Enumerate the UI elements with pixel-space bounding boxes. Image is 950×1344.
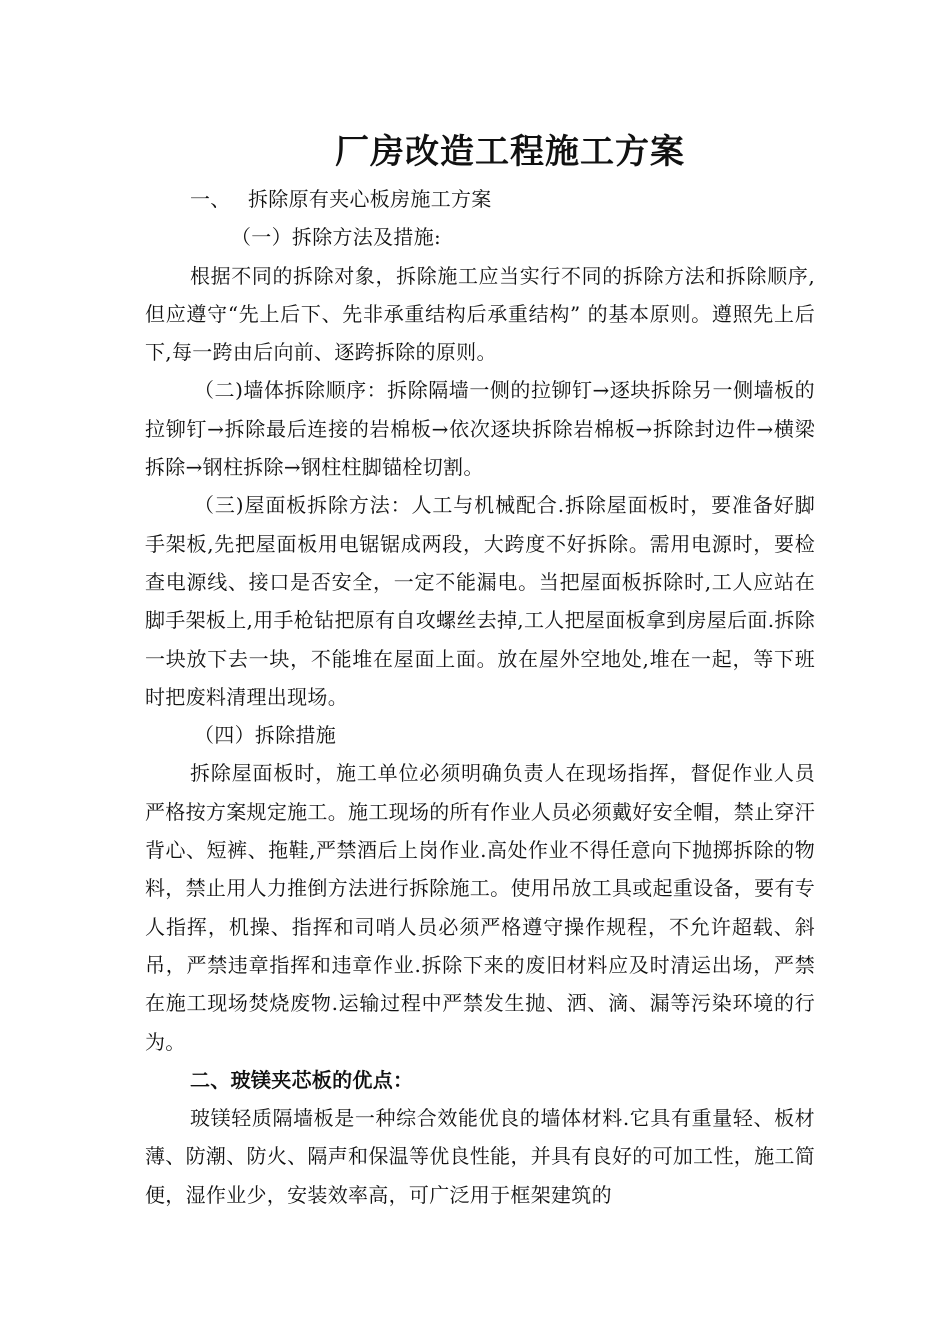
- section-1-number: 一、: [190, 187, 231, 211]
- document-body: [145, 180, 815, 1214]
- subsection-4-heading: （四）拆除措施: [194, 723, 337, 748]
- section-1-heading: [145, 180, 815, 218]
- subsection-1-heading: （一）拆除方法及措施:: [231, 225, 442, 250]
- subsection-4-paragraph: 拆除屋面板时，施工单位必须明确负责人在现场指挥，督促作业人员严格按方案规定施工。施工现场的所有作业人员必须戴好安全帽，禁止穿汗背心、短裤、拖鞋,严禁酒后上岗作业.高处作业不得任意向下抛掷拆除的物料，禁止用人力推倒方法进行拆除施工。使用吊放工具或起重设备，要有专人指挥，机操、指挥和司哨人员必须严格遵守操作规程，不允许超载、斜吊，严禁违章指挥和违章作业.拆除下来的废旧材料应及时清运出场，严禁在施工现场焚烧废物.运输过程中严禁发生抛、洒、滴、漏等污染环境的行为。: [145, 761, 815, 1054]
- section-2-paragraph: 玻镁轻质隔墙板是一种综合效能优良的墙体材料.它具有重量轻、板材薄、防潮、防火、隔声和保温等优良性能，并具有良好的可加工性，施工简便，湿作业少，安装效率高，可广泛用于框架建筑的: [145, 1106, 815, 1207]
- section-1-heading-text: 拆除原有夹心板房施工方案: [248, 187, 492, 211]
- document-title: 厂房改造工程施工方案: [335, 132, 685, 172]
- subsection-3-paragraph: （三)屋面板拆除方法：人工与机械配合.拆除屋面板时，要准备好脚手架板,先把屋面板用电锯锯成两段，大跨度不好拆除。需用电源时，要检查电源线、接口是否安全，一定不能漏电。当把屋面板拆除时,工人应站在脚手架板上,用手枪钻把原有自攻螺丝去掉,工人把屋面板拿到房屋后面.拆除一块放下去一块，不能堆在屋面上面。放在屋外空地处,堆在一起，等下班时把废料清理出现场。: [145, 493, 815, 709]
- section-2-heading: 二、玻镁夹芯板的优点：: [190, 1067, 414, 1092]
- subsection-2-paragraph: （二)墙体拆除顺序：拆除隔墙一侧的拉铆钉→逐块拆除另一侧墙板的拉铆钉→拆除最后连接的岩棉板→依次逐块拆除岩棉板→拆除封边件→横梁拆除→钢柱拆除→钢柱柱脚锚栓切割。: [145, 378, 815, 480]
- subsection-1-paragraph: 根据不同的拆除对象，拆除施工应当实行不同的拆除方法和拆除顺序,但应遵守“先上后下、先非承重结构后承重结构” 的基本原则。遵照先上后下,每一跨由后向前、逐跨拆除的原则。: [145, 263, 815, 365]
